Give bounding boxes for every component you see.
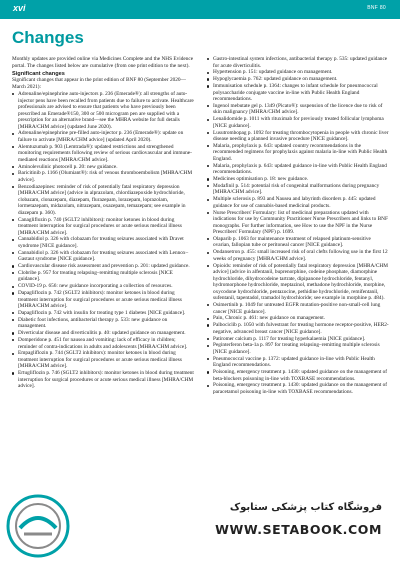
change-item: Immunisation schedule p. 1364: changes to infant schedule for pneumococcal polysaccharide conjugate vaccine in-line with Public Health England recommendations. bbox=[207, 83, 389, 103]
change-item: Ingenol mebutate gel p. 1349 (Picato®): suspension of the licence due to risk of skin malignancy [MHRA/CHM advice]. bbox=[207, 103, 389, 116]
intro-paragraph: Monthly updates are provided online via Medicines Complete and the NHS Evidence portal. The changes listed below are cumulative (from one print edition to the next). bbox=[12, 56, 194, 69]
change-item: Clobribe p. 957 for treating relapsing–remitting multiple sclerosis [NICE guidance]. bbox=[12, 270, 194, 283]
change-item: Baricitinib p. 1166 (Olumiant®): risk of venous thromboembolism [MHRA/CHM advice]. bbox=[12, 170, 194, 183]
change-item: Malaria, prophylaxis p. 643: updated country recommendations in the recommended regimens for prophylaxis against malaria in-line with Public Health England. bbox=[207, 143, 389, 163]
significant-changes-intro: Significant changes that appear in the print edition of BNF 80 (September 2020—March 2021): bbox=[12, 77, 186, 90]
change-item: Cannabidiol p. 326 with clobazam for treating seizures associated with Dravet syndrome [NICE guidance]. bbox=[12, 236, 194, 249]
change-item: Modafinil p. 514: potential risk of congenital malformations during pregnancy [MHRA/CHM advice]. bbox=[207, 183, 389, 196]
change-item: Domperidone p. 451 for nausea and vomiting: lack of efficacy in children; reminder of contra-indications in adults and adolescents [MHRA/CHM advice]. bbox=[12, 337, 194, 350]
change-item: Canagliflozin p. 740 (SGLT2 inhibitors): monitor ketones in blood during treatment interruption for surgical procedures or acute serious medical illness [MHRA/CHM advice]. bbox=[12, 217, 194, 237]
setabook-logo-icon bbox=[6, 494, 70, 558]
change-item: Dapagliflozin p. 742 (SGLT2 inhibitors): monitor ketones in blood during treatment interruption for surgical procedures or acute serious medical illness [MHRA/CHM advice]. bbox=[12, 290, 194, 310]
change-item: Aminolevulinic photocell p. 20: new guidance. bbox=[12, 164, 194, 171]
change-item: Malaria, prophylaxis p. 643: updated guidance in-line with Public Health England recommendations. bbox=[207, 163, 389, 176]
change-item: Cardiovascular disease risk assessment and prevention p. 201: updated guidance. bbox=[12, 263, 194, 270]
change-item: Lusutrombopag p. 1092 for treating thrombocytopenia in people with chronic liver disease needing a planned invasive procedure [NICE guidance]. bbox=[207, 130, 389, 143]
right-column bbox=[207, 56, 389, 396]
change-item: Lenalidomide p. 1011 with rituximab for previously treated follicular lymphoma [NICE guidance]. bbox=[207, 116, 389, 129]
change-item: Poisoning, emergency treatment p. 1430: updated guidance on the management of paracetamol poisoning in-line with TOXBASE recommendations. bbox=[207, 382, 389, 395]
change-item: Poisoning, emergency treatment p. 1430: updated guidance on the management of beta-blockers poisoning in-line with TOXBASE recommendations. bbox=[207, 369, 389, 382]
bnf-edition-tag: BNF 80 bbox=[367, 5, 386, 11]
page-number: xvi bbox=[13, 3, 26, 13]
left-change-list bbox=[12, 91, 194, 390]
setabook-url: WWW.SETABOOK.COM bbox=[215, 522, 382, 537]
change-item: Gastro-intestinal system infections, antibacterial therapy p. 535: updated guidance for acute diverticulitis. bbox=[207, 56, 389, 69]
change-item: Hypertension p. 151: updated guidance on management. bbox=[207, 69, 389, 76]
right-change-list bbox=[207, 56, 389, 395]
header-bar bbox=[0, 0, 400, 19]
setabook-persian-text: فروشگاه کتاب پزشکی ستابوک bbox=[229, 502, 382, 513]
change-item: Opioids: reminder of risk of potentially fatal respiratory depression [MHRA/CHM advice] (advice in alfentanil, buprenorphine, codeine phosphate, diamorphine hydrochloride, dihydrocodeine tartrate, dipipanone hydrochloride, fentanyl, hydromorphone hydrochloride, meptazinol, methadone hydrochloride, morphine, oxycodone hydrochloride, pentazocine, pethidine hydrochloride, remifentanil, sufentanil, tapentadol, tramadol hydrochloride; see example in morphine p. 484). bbox=[207, 263, 389, 302]
change-item: Pain, Chronic p. 461: new guidance on management. bbox=[207, 315, 389, 322]
change-item: Osimertinib p. 1049 for untreated EGFR mutation-positive non-small-cell lung cancer [NICE guidance]. bbox=[207, 302, 389, 315]
change-item: Pneumococcal vaccine p. 1372: updated guidance in-line with Public Health England recommendations. bbox=[207, 356, 389, 369]
left-column bbox=[12, 56, 194, 390]
change-item: COVID-19 p. 656: new guidance incorporating a collection of resources. bbox=[12, 283, 194, 290]
significant-changes-heading: Significant changes bbox=[12, 70, 65, 77]
change-item: Empagliflozin p. 744 (SGLT2 inhibitors): monitor ketones in blood during treatment interruption for surgical procedures or acute serious medical illness [MHRA/CHM advice]. bbox=[12, 350, 194, 370]
change-item: Multiple sclerosis p. 893 and Nausea and labyrinth disorders p. 445: updated guidance for use of cannabis-based medicinal products. bbox=[207, 196, 389, 209]
change-item: Patiromer calcium p. 1117 for treating hyperkalaemia [NICE guidance]. bbox=[207, 336, 389, 343]
change-item: Dapagliflozin p. 742 with insulin for treating type 1 diabetes [NICE guidance]. bbox=[12, 310, 194, 317]
change-item: Peginterferon beta-1a p. 897 for treating relapsing–remitting multiple sclerosis [NICE guidance]. bbox=[207, 342, 389, 355]
change-item: Medicines optimisation p. 18: new guidance. bbox=[207, 176, 389, 183]
page-title: Changes bbox=[12, 28, 84, 47]
change-item: Alemtuzumab p. 903 (Lemtrada®): updated restrictions and strengthened monitoring requirements following review of serious cardiovascular and immune-mediated reactions [MHRA/CHM advice]. bbox=[12, 144, 194, 164]
change-item: Palbociclib p. 1050 with fulvestrant for treating hormone receptor-positive, HER2-negative, advanced breast cancer [NICE guidance]. bbox=[207, 322, 389, 335]
change-item: Ertugliflozin p. 746 (SGLT2 inhibitors): monitor ketones in blood during treatment interruption for surgical procedures or acute serious medical illness [MHRA/CHM advice]. bbox=[12, 370, 194, 390]
change-item: Diverticular disease and diverticulitis p. 40: updated guidance on management. bbox=[12, 330, 194, 337]
change-item: Benzodiazepines: reminder of risk of potentially fatal respiratory depression [MHRA/CHM advice] (advice in alprazolam, chlordiazepoxide hydrochloride, clobazam, clonazepam, diazepam, flurazepam, lorazepam, loprazolam, lormetazepam, midazolam, nitrazepam, oxazepam, temazepam; see example in diazepam p. 360). bbox=[12, 184, 194, 217]
change-item: Ondansetron p. 455: small increased risk of oral clefts following use in the first 12 weeks of pregnancy [MHRA/CHM advice]. bbox=[207, 249, 389, 262]
change-item: Hypoglycaemia p. 762: updated guidance on management. bbox=[207, 76, 389, 83]
change-item: Diabetic foot infections, antibacterial therapy p. 533: new guidance on management. bbox=[12, 317, 194, 330]
change-item: Adrenaline/epinephrine pre-filled auto-injector p. 236 (Emerade®): update on failure to activate [MHRA/CHM advice] (updated April 2020). bbox=[12, 130, 194, 143]
change-item: Nurse Prescribers' Formulary: list of medicinal preparations updated with indications for use by Community Practitioner Nurse Prescribers and links to BNF monographs. For further information, see How to use the NPF in the Nurse Prescribers' Formulary (NPF) p. 1699. bbox=[207, 210, 389, 236]
change-item: Cannabidiol p. 326 with clobazam for treating seizures associated with Lennox–Gastaut syndrome [NICE guidance]. bbox=[12, 250, 194, 263]
setabook-watermark bbox=[0, 488, 400, 567]
change-item: Olaparib p. 1063 for maintenance treatment of relapsed platinum-sensitive ovarian, fallopian tube or peritoneal cancer [NICE guidance]. bbox=[207, 236, 389, 249]
change-item: Adrenaline/epinephrine auto-injectors p. 236 (Emerade®): all strengths of auto-injector pens have been recalled from patients due to failure to activate. Healthcare professionals are advised to ensure that patients who have previously been prescribed an Emerade®150, 300 or 500 microgram pen are supplied with a prescription for an alternative brand—see the MHRA website for full details [MHRA/CHM advice] (updated June 2020). bbox=[12, 91, 194, 130]
